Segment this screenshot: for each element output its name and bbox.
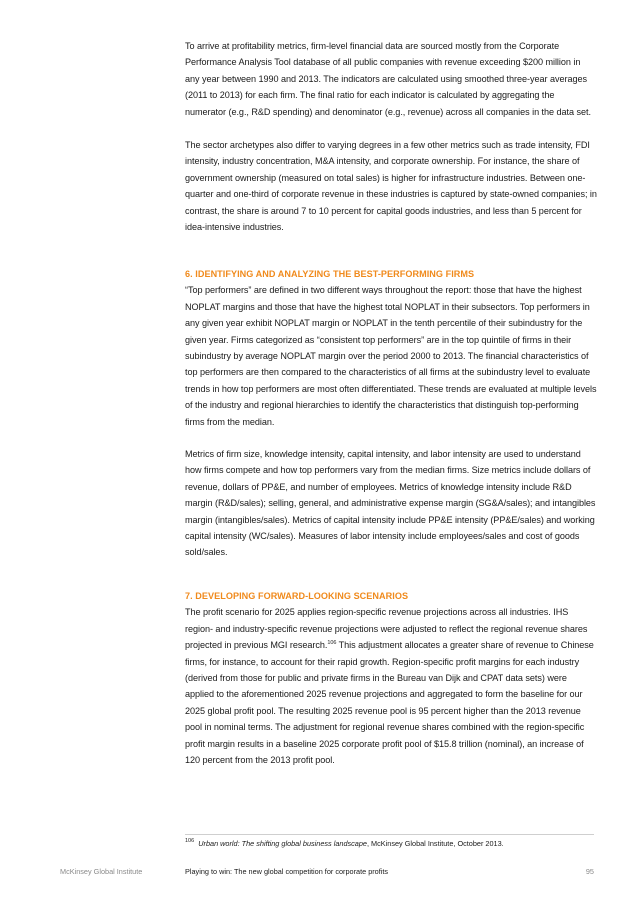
footnote-source: , McKinsey Global Institute, October 2013.: [367, 839, 504, 848]
page-number: 95: [585, 867, 594, 876]
footnote-reference[interactable]: 106: [327, 640, 337, 647]
section-6-metrics: [185, 446, 597, 561]
footer-publisher: McKinsey Global Institute: [60, 867, 143, 876]
section-7-text-b: This adjustment allocates a greater share of revenue to Chinese firms, for instance, to account for their rapid growth. Region-specific profit margins for each industry (derived from those for public and private firms in the Bureau van Dijk and CPAT data sets) were applied to the aforementioned 2025 revenue projections and aggregated to form the baseline for our 2025 global profit pool. The resulting 2025 revenue pool is 95 percent higher than the 2013 revenue pool in nominal terms. The adjustment for regional revenue shares combined with the region-specific profit margin results in a baseline 2025 corporate profit pool of $15.8 trillion (nominal), an increase of 120 percent from the 2013 profit pool.: [185, 640, 594, 766]
footnote-number: 106: [185, 838, 195, 844]
section-6-paragraph-2: Metrics of firm size, knowledge intensity, capital intensity, and labor intensity are used to understand how firms compete and how top performers vary from the median firms. Size metrics include dollars of revenue, dollars of PP&E, and number of employees. Metrics of knowledge intensity include R&D margin (R&D/sales); selling, general, and administrative expense margin (SG&A/sales); and intangibles margin (intangibles/sales). Metrics of capital intensity include PP&E intensity (PP&E/sales) and working capital intensity (WC/sales). Measures of labor intensity include employees/sales and cost of goods sold/sales.: [185, 449, 596, 558]
footnote: [185, 838, 597, 850]
intro-section: [185, 38, 597, 120]
section-6-paragraph-1: “Top performers” are defined in two different ways throughout the report: those that have the highest NOPLAT margins and those that have the highest total NOPLAT in their subsectors. Top performers in any given year exhibit NOPLAT margin or NOPLAT in the tenth percentile of their subindustry for the given year. Firms categorized as “consistent top performers” are in the top quintile of firms in their subindustry by average NOPLAT margin over the period 2000 to 2013. The financial characteristics of top performers are then compared to the characteristics of all firms at the subindustry level to evaluate trends in how top performers are most often differentiated. These trends are evaluated at multiple levels of the industry and regional hierarchies to identify the characteristics that distinguish top-performing firms from the median.: [185, 285, 597, 427]
section-7: [185, 588, 597, 768]
section-7-heading: 7. DEVELOPING FORWARD-LOOKING SCENARIOS: [185, 591, 409, 601]
footnote-title: Urban world: The shifting global business landscape: [198, 839, 367, 848]
body-paragraph-2: The sector archetypes also differ to varying degrees in a few other metrics such as trade intensity, FDI intensity, industry concentration, M&A intensity, and corporate ownership. For instance, the share of government ownership (measured on total sales) is higher for infrastructure industries. Between one-quarter and one-third of corporate revenue in these industries is captured by state-owned companies; in contrast, the share is around 7 to 10 percent for capital goods industries, and less than 5 percent for idea-intensive industries.: [185, 140, 597, 233]
section-6-heading: 6. IDENTIFYING AND ANALYZING THE BEST-PERFORMING FIRMS: [185, 269, 475, 279]
footnote-divider: [185, 834, 594, 835]
section-7-paragraph: [185, 604, 597, 768]
section-7-text-a: The profit scenario for 2025 applies region-specific revenue projections across all industries. IHS region- and industry-specific revenue projections were adjusted to reflect the regional revenue shares projected in previous MGI research.: [185, 607, 588, 651]
body-paragraph-1: To arrive at profitability metrics, firm-level financial data are sourced mostly from the Corporate Performance Analysis Tool database of all public companies with revenue exceeding $200 million in any year between 1990 and 2013. The indicators are calculated using smoothed three-year averages (2011 to 2013) for each firm. The final ratio for each indicator is calculated by aggregating the numerator (e.g., R&D spending) and denominator (e.g., revenue) across all companies in the data set.: [185, 41, 591, 117]
section-6: [185, 266, 597, 430]
archetypes-section: [185, 137, 597, 235]
footer-report-title: Playing to win: The new global competition for corporate profits: [185, 867, 389, 876]
